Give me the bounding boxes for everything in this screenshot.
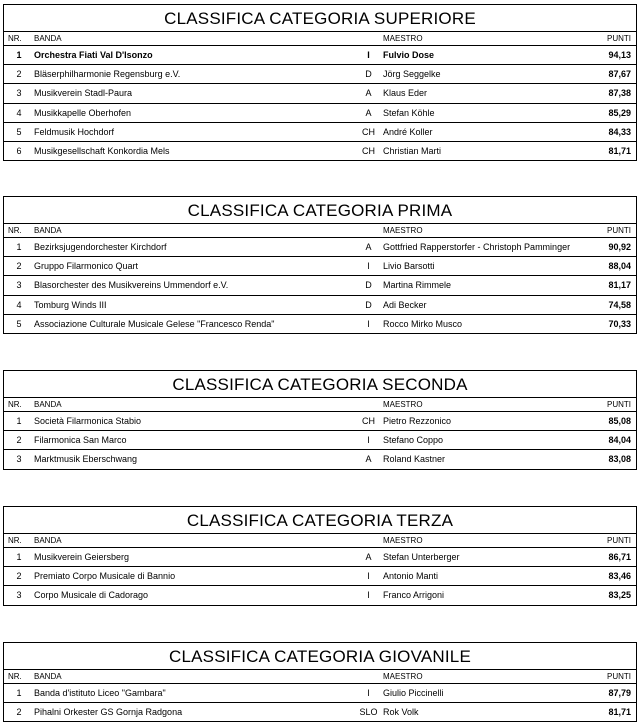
country-cell: A bbox=[365, 454, 372, 465]
banda-cell: Gruppo Filarmonico Quart bbox=[34, 257, 354, 276]
table-row bbox=[4, 684, 636, 703]
country-cell: I bbox=[354, 46, 383, 65]
punti-cell: 74,58 bbox=[598, 295, 636, 314]
header-banda: BANDA bbox=[34, 224, 354, 238]
header-maestro: MAESTRO bbox=[383, 670, 598, 684]
header-punti: PUNTI bbox=[598, 534, 636, 548]
header-banda: BANDA bbox=[34, 670, 354, 684]
punti-cell: 87,79 bbox=[598, 684, 636, 703]
header-punti: PUNTI bbox=[598, 224, 636, 238]
rank-cell: 3 bbox=[16, 590, 22, 601]
category-block-prima bbox=[3, 196, 637, 334]
rank-cell: 4 bbox=[4, 295, 34, 314]
rank-cell: 2 bbox=[4, 257, 34, 276]
table-row bbox=[4, 412, 636, 431]
punti-cell: 90,92 bbox=[598, 238, 636, 257]
header-maestro: MAESTRO bbox=[383, 398, 598, 412]
rank-cell: 5 bbox=[16, 318, 22, 329]
table-row bbox=[4, 314, 636, 333]
table-row bbox=[4, 122, 636, 141]
punti-cell: 94,13 bbox=[598, 46, 636, 65]
table-header-row bbox=[4, 224, 636, 238]
ranking-table bbox=[4, 32, 636, 160]
table-header-row bbox=[4, 398, 636, 412]
banda-cell: Pihalni Orkester GS Gornja Radgona bbox=[34, 707, 183, 718]
table-row bbox=[4, 567, 636, 586]
header-punti: PUNTI bbox=[598, 398, 636, 412]
banda-cell: Filarmonica San Marco bbox=[34, 431, 354, 450]
rank-cell: 1 bbox=[4, 46, 34, 65]
rank-cell: 1 bbox=[4, 548, 34, 567]
rank-cell: 2 bbox=[4, 567, 34, 586]
country-cell: CH bbox=[354, 122, 383, 141]
table-row bbox=[4, 586, 636, 605]
country-cell: SLO bbox=[359, 707, 378, 718]
table-row bbox=[4, 548, 636, 567]
ranking-table bbox=[4, 224, 636, 333]
header-nr: NR. bbox=[4, 534, 34, 548]
banda-cell: Bezirksjugendorchester Kirchdorf bbox=[34, 238, 354, 257]
rank-cell: 5 bbox=[4, 122, 34, 141]
table-row bbox=[4, 238, 636, 257]
rank-cell: 3 bbox=[4, 84, 34, 103]
banda-cell: Musikkapelle Oberhofen bbox=[34, 103, 354, 122]
header-nr: NR. bbox=[4, 224, 34, 238]
table-row bbox=[4, 141, 636, 160]
punti-cell: 81,17 bbox=[598, 276, 636, 295]
banda-cell: Musikgesellschaft Konkordia Mels bbox=[34, 146, 170, 157]
maestro-cell: André Koller bbox=[383, 122, 598, 141]
country-cell: I bbox=[354, 257, 383, 276]
banda-cell: Marktmusik Eberschwang bbox=[34, 454, 138, 465]
maestro-cell: Giulio Piccinelli bbox=[383, 684, 598, 703]
table-row bbox=[4, 276, 636, 295]
country-cell: I bbox=[354, 684, 383, 703]
category-block-giovanile bbox=[3, 642, 637, 722]
punti-cell: 70,33 bbox=[608, 318, 631, 329]
header-banda: BANDA bbox=[34, 398, 354, 412]
punti-cell: 83,25 bbox=[608, 590, 631, 601]
category-title: CLASSIFICA CATEGORIA SUPERIORE bbox=[4, 5, 636, 32]
category-block-superiore bbox=[3, 4, 637, 161]
header-nazione bbox=[354, 534, 383, 548]
country-cell: A bbox=[354, 84, 383, 103]
banda-cell: Musikverein Stadl-Paura bbox=[34, 84, 354, 103]
punti-cell: 81,71 bbox=[608, 146, 631, 157]
banda-cell: Feldmusik Hochdorf bbox=[34, 122, 354, 141]
table-header-row bbox=[4, 32, 636, 46]
rank-cell: 3 bbox=[4, 276, 34, 295]
country-cell: D bbox=[354, 65, 383, 84]
punti-cell: 84,04 bbox=[598, 431, 636, 450]
ranking-table bbox=[4, 398, 636, 469]
country-cell: D bbox=[354, 276, 383, 295]
maestro-cell: Franco Arrigoni bbox=[383, 590, 445, 601]
header-nazione bbox=[354, 670, 383, 684]
category-block-terza bbox=[3, 506, 637, 606]
rank-cell: 1 bbox=[4, 238, 34, 257]
ranking-table bbox=[4, 534, 636, 605]
header-nazione bbox=[354, 398, 383, 412]
header-punti: PUNTI bbox=[598, 32, 636, 46]
banda-cell: Tomburg Winds III bbox=[34, 295, 354, 314]
punti-cell: 88,04 bbox=[598, 257, 636, 276]
rank-cell: 4 bbox=[4, 103, 34, 122]
table-row bbox=[4, 103, 636, 122]
header-nr: NR. bbox=[4, 32, 34, 46]
rank-cell: 6 bbox=[16, 146, 22, 157]
category-block-seconda bbox=[3, 370, 637, 470]
country-cell: I bbox=[354, 567, 383, 586]
maestro-cell: Stefan Köhle bbox=[383, 103, 598, 122]
rank-cell: 2 bbox=[4, 431, 34, 450]
header-maestro: MAESTRO bbox=[383, 224, 598, 238]
banda-cell: Blasorchester des Musikvereins Ummendorf e.V. bbox=[34, 276, 354, 295]
country-cell: CH bbox=[354, 412, 383, 431]
table-row bbox=[4, 295, 636, 314]
maestro-cell: Rok Volk bbox=[383, 707, 419, 718]
country-cell: CH bbox=[362, 146, 375, 157]
punti-cell: 87,38 bbox=[598, 84, 636, 103]
header-punti: PUNTI bbox=[598, 670, 636, 684]
category-title: CLASSIFICA CATEGORIA GIOVANILE bbox=[4, 643, 636, 670]
table-row bbox=[4, 450, 636, 469]
header-nazione bbox=[354, 32, 383, 46]
rank-cell: 2 bbox=[4, 65, 34, 84]
punti-cell: 83,46 bbox=[598, 567, 636, 586]
category-title: CLASSIFICA CATEGORIA SECONDA bbox=[4, 371, 636, 398]
country-cell: I bbox=[367, 590, 370, 601]
maestro-cell: Adi Becker bbox=[383, 295, 598, 314]
header-nr: NR. bbox=[4, 398, 34, 412]
country-cell: A bbox=[354, 238, 383, 257]
table-row bbox=[4, 257, 636, 276]
country-cell: D bbox=[354, 295, 383, 314]
header-nr: NR. bbox=[4, 670, 34, 684]
header-banda: BANDA bbox=[34, 534, 354, 548]
header-nazione bbox=[354, 224, 383, 238]
rank-cell: 2 bbox=[16, 707, 22, 718]
punti-cell: 85,08 bbox=[598, 412, 636, 431]
maestro-cell: Klaus Eder bbox=[383, 84, 598, 103]
maestro-cell: Livio Barsotti bbox=[383, 257, 598, 276]
punti-cell: 83,08 bbox=[608, 454, 631, 465]
punti-cell: 86,71 bbox=[598, 548, 636, 567]
maestro-cell: Rocco Mirko Musco bbox=[383, 318, 463, 329]
table-row bbox=[4, 84, 636, 103]
header-maestro: MAESTRO bbox=[383, 534, 598, 548]
punti-cell: 87,67 bbox=[598, 65, 636, 84]
maestro-cell: Stefano Coppo bbox=[383, 431, 598, 450]
country-cell: A bbox=[354, 548, 383, 567]
punti-cell: 85,29 bbox=[598, 103, 636, 122]
rank-cell: 1 bbox=[4, 684, 34, 703]
ranking-table bbox=[4, 670, 636, 721]
maestro-cell: Stefan Unterberger bbox=[383, 548, 598, 567]
rank-cell: 1 bbox=[4, 412, 34, 431]
banda-cell: Bläserphilharmonie Regensburg e.V. bbox=[34, 65, 354, 84]
banda-cell: Società Filarmonica Stabio bbox=[34, 412, 354, 431]
maestro-cell: Fulvio Dose bbox=[383, 46, 598, 65]
table-header-row bbox=[4, 670, 636, 684]
table-row bbox=[4, 46, 636, 65]
country-cell: A bbox=[354, 103, 383, 122]
table-row bbox=[4, 703, 636, 722]
banda-cell: Banda d'istituto Liceo "Gambara" bbox=[34, 684, 354, 703]
maestro-cell: Roland Kastner bbox=[383, 454, 446, 465]
banda-cell: Premiato Corpo Musicale di Bannio bbox=[34, 567, 354, 586]
table-row bbox=[4, 65, 636, 84]
maestro-cell: Gottfried Rapperstorfer - Christoph Pamminger bbox=[383, 238, 598, 257]
punti-cell: 81,71 bbox=[608, 707, 631, 718]
header-banda: BANDA bbox=[34, 32, 354, 46]
banda-cell: Musikverein Geiersberg bbox=[34, 548, 354, 567]
banda-cell: Orchestra Fiati Val D'Isonzo bbox=[34, 46, 354, 65]
category-title: CLASSIFICA CATEGORIA PRIMA bbox=[4, 197, 636, 224]
country-cell: I bbox=[354, 431, 383, 450]
maestro-cell: Jörg Seggelke bbox=[383, 65, 598, 84]
category-title: CLASSIFICA CATEGORIA TERZA bbox=[4, 507, 636, 534]
maestro-cell: Martina Rimmele bbox=[383, 276, 598, 295]
banda-cell: Associazione Culturale Musicale Gelese "Francesco Renda" bbox=[34, 318, 275, 329]
header-maestro: MAESTRO bbox=[383, 32, 598, 46]
table-row bbox=[4, 431, 636, 450]
maestro-cell: Pietro Rezzonico bbox=[383, 412, 598, 431]
punti-cell: 84,33 bbox=[598, 122, 636, 141]
table-header-row bbox=[4, 534, 636, 548]
maestro-cell: Christian Marti bbox=[383, 146, 442, 157]
banda-cell: Corpo Musicale di Cadorago bbox=[34, 590, 149, 601]
rank-cell: 3 bbox=[16, 454, 22, 465]
maestro-cell: Antonio Manti bbox=[383, 567, 598, 586]
country-cell: I bbox=[367, 318, 370, 329]
